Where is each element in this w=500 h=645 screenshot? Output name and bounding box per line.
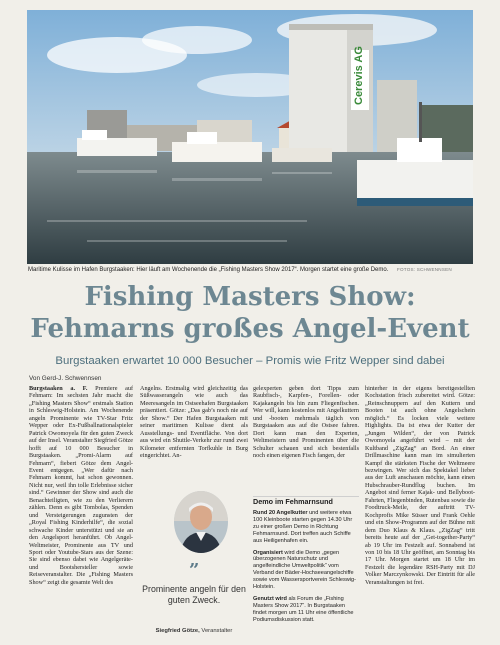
info-box-paragraph xyxy=(253,510,359,545)
portrait-photo xyxy=(174,491,228,553)
subheadline: Burgstaaken erwartet 10 000 Besucher – Promis wie Fritz Wepper sind dabei xyxy=(55,355,445,367)
info-box-text: wird die Demo „gegen überzogenen Naturschutz und angelfeindliche Umweltpolitik“ vom Verband der Bäder-Hochseeangelschiffe sowie vom Wassersportverein Schleswig-Holstein. xyxy=(253,549,356,591)
photo-credit: FOTOS: SCHWENNSEN xyxy=(397,267,452,272)
article-text-1: Premiere auf Fehmarn: Im sechsten Jahr macht die „Fishing Masters Show“ erstmals Station in Schleswig-Holstein. Am Wochenende angeln Prominente wie TV-Star Fritz Wepper oder Ex-Fußballnationalspieler Patrick Owomoyela für den guten Zweck auf der Insel. Veranstalter Siegfried Götze hofft auf 10 000 Besucher in Burgstaaken. „Promi-Alarm auf Fehmarn“, fiebert Götze dem Angel-Event entgegen. „Wer dafür nach Fehmarn kommt, hat schon gewonnen. Nicht nur, weil ihn tolle Erlebnisse sicher sind.“ Gewinner der Show sind auch die Benachteiligten, wie zu den Verlierern zählen. Denn es gibt Tombolas, Spenden und Versteigerungen zugunsten der „Royal Fishing Kinderhilfe“, die sozial schwache Kinder unterstützt und sie an den Angelsport heranführt. Ob Angel-Weltmeister, Prominente aus TV und Sport oder Youtube-Stars aus der Szene: Sie sind ebenso dabei wie Angelgeräte- und Bootshersteller sowie Reiseveranstalter. Die „Fishing Masters Show“ zeigt die gesamte Welt des xyxy=(29,385,133,586)
info-box-paragraph xyxy=(253,596,359,624)
quote-author xyxy=(140,628,248,634)
byline: Von Gerd-J. Schwennsen xyxy=(29,375,102,382)
silo-logo: Cerevis AG xyxy=(353,46,365,105)
info-box-lead: Genutzt wird xyxy=(253,595,287,602)
headline-line-2: Fehmarns großes Angel-Event xyxy=(30,314,470,344)
article-column-4 xyxy=(365,385,475,637)
headline-line-1: Fishing Masters Show: xyxy=(84,282,416,312)
quote-text: Prominente angeln für den guten Zweck. xyxy=(142,584,246,605)
article-column-1 xyxy=(29,385,133,637)
info-box-paragraph xyxy=(253,550,359,591)
info-box-text: und weitere etwa 100 Kleinboote starten gegen 14.30 Uhr zu einer großen Demo in Richtung Fehmarnsund. Dort treffen auch Schiffe aus Heiligenhafen ein. xyxy=(253,510,353,544)
article-text-3: gelexperten geben dort Tipps zum Raubfisch-, Karpfen-, Forellen- oder Kajakangeln bis hin zum Fliegenfischen. Wer will, kann kostenlos mit Angelkuttern und -booten mehrmals täglich von Burgstaaken aus auf die Ostsee fahren. Dort kann man den Experten, Weltmeistern und Prominenten über die Schulter schauen und sich bestenfalls noch einen eigenen Fisch fangen, der xyxy=(253,385,359,460)
article-text-4: hinterher in der eigens bereitgestellten Kochstation frisch zubereitet wird. Götze: „Reinschnuppern auf den Kuttern und Booten ist auch ohne Angelschein möglich.“ Es locken viele weitere Highlights. Da ist etwa der Kutter der „Jungen Wilden“, der von Patrick Owomoyela angeführt wird – mit der Kultband „ZigZag“ an Bord. An einer Drillmaschine kann man im simulierten Kampf die stärksten Fische der Weltmeere bezwingen. Wer sich das Spektakel lieber aus der Luft anschauen möchte, kann einen Hubschrauber-Rundflug buchen. Im Angebot sind ferner Kajak- und Bellyboot-Fahrten, Fliegenbinden, Rutenbau sowie die Foodtruck-Meile, der auftritt TV-Kochprofis Mike Süsser und Frank Oehle und ein Show-Programm auf der Bühne mit dem Duo Klaus & Klaus. „ZigZag“ tritt bereits heute auf der „Get-together-Party“ ab 19 Uhr im Festzelt auf. Sonnabend ist von 10 bis 18 Uhr geöffnet, am Sonntag bis 17 Uhr. Morgen startet um 18 Uhr im Festzelt die legendäre RSH-Party mit DJ Volker Marczynkowski. Der Eintritt für alle Veranstaltungen ist frei. xyxy=(365,385,475,586)
info-box-title: Demo im Fehmarnsund xyxy=(253,497,333,506)
article-column-2 xyxy=(140,385,248,483)
article-column-3 xyxy=(253,385,359,494)
info-box xyxy=(253,497,359,637)
photo-caption: Maritime Kulisse im Hafen Burgstaaken: Hier läuft am Wochenende die „Fishing Masters Show 2017“. Morgen startet eine große Demo. xyxy=(28,267,388,273)
quote-block xyxy=(140,488,248,637)
info-box-text: als Forum die „Fishing Masters Show 2017“. In Burgstaaken findet morgen um 11 Uhr eine öffentliche Podiumsdiskussion statt. xyxy=(253,595,354,623)
quote-author-role: Veranstalter xyxy=(201,628,233,634)
quote-author-name: Siegfried Götze, xyxy=(155,628,200,634)
dateline: Burgstaaken a. F. xyxy=(29,385,88,392)
article-text-2: Angelns. Erstmalig wird gleichzeitig das Süßwasserangeln wie auch das Meeresangeln im Ostseehafen Burgstaaken präsentiert. Götze: „Das gab’s noch nie auf der Show.“ Der Hafen Burgstaaken mit seiner maritimen Kulisse dient als Ausstellungs- und Eventfläche. Von dort aus wird ein Shuttle-Verkehr zur rund zwei Kilometer entfernten Torfkuhle in Burg eingerichtet. An- xyxy=(140,385,248,460)
info-box-lead: Rund 20 Angelkutter xyxy=(253,510,308,516)
info-box-lead: Organisiert xyxy=(253,549,283,556)
harbor-photo xyxy=(27,10,473,264)
quote-mark: ” xyxy=(189,560,200,581)
